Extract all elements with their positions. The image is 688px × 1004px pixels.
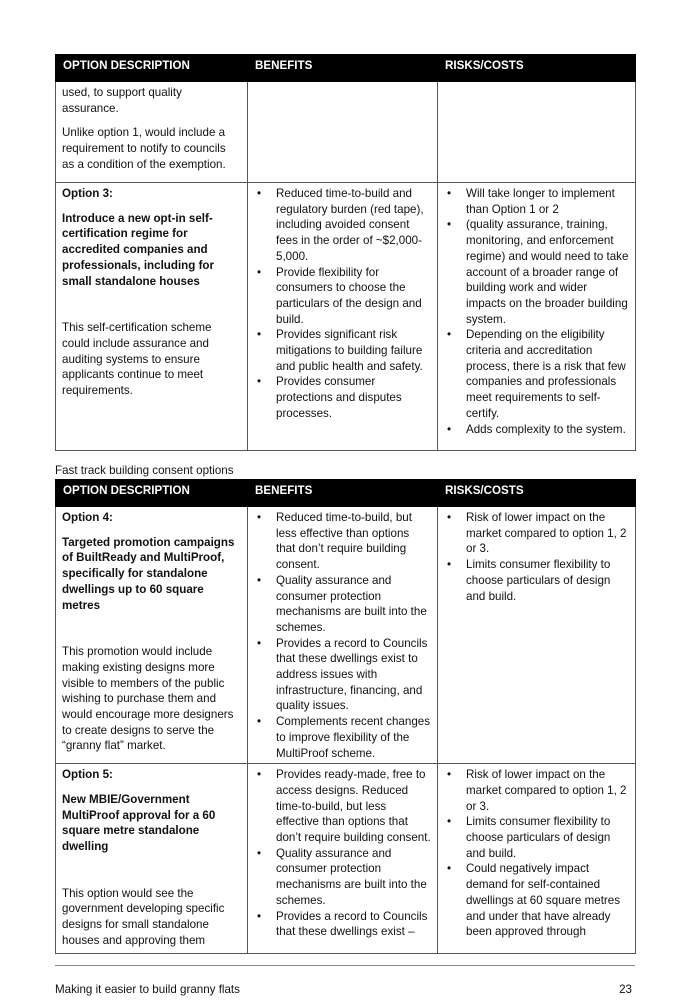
bullet: • bbox=[257, 375, 262, 389]
table-caption: Fast track building consent options bbox=[55, 464, 234, 477]
list-item: • Provides a record to Councils that these dwellings exist – bbox=[257, 909, 428, 939]
list-item: • Risk of lower impact on the market compared to option 1, 2 or 3. bbox=[447, 768, 627, 813]
table-header-row bbox=[56, 480, 636, 507]
table-row-option-5 bbox=[56, 764, 636, 954]
header-option-description: OPTION DESCRIPTION bbox=[56, 55, 248, 82]
option-3-risks-list bbox=[444, 186, 629, 437]
bullet: • bbox=[447, 422, 452, 436]
option-3-label: Option 3: bbox=[62, 187, 113, 200]
continued-note: Unlike option 1, would include a requirement to notify to councils as a condition of the exemption. bbox=[62, 126, 226, 171]
list-item: • Quality assurance and consumer protection mechanisms are built into the schemes. bbox=[257, 846, 427, 907]
page-number: 23 bbox=[619, 983, 632, 996]
bullet: • bbox=[257, 511, 262, 524]
option-4-title: Targeted promotion campaigns of BuiltReady and MultiProof, specifically for standalone dwellings up to 60 square metres bbox=[62, 535, 235, 612]
option-3-title: Introduce a new opt-in self-certification regime for accredited companies and professionals, including for small standalone houses bbox=[62, 211, 215, 288]
option-5-risks-list bbox=[444, 767, 629, 940]
list-item: • Provides consumer protections and disputes processes. bbox=[257, 375, 402, 420]
bullet: • bbox=[447, 558, 452, 572]
list-item: • Adds complexity to the system. bbox=[447, 422, 626, 436]
bullet: • bbox=[257, 909, 262, 923]
option-3-description-cell bbox=[56, 183, 248, 451]
options-table-2 bbox=[55, 479, 636, 954]
option-4-label: Option 4: bbox=[62, 511, 113, 524]
option-4-benefits-cell bbox=[248, 507, 438, 764]
bullet: • bbox=[257, 715, 262, 729]
options-table-1 bbox=[55, 54, 636, 451]
list-item: • Reduced time-to-build and regulatory burden (red tape), including avoided consent fees in the order of ~$2,000-5,000. bbox=[257, 187, 424, 263]
list-item: • (quality assurance, training, monitoring, and enforcement regime) and would need to take account of a broader range of building work and wider impacts on the broader building system. bbox=[447, 218, 629, 326]
option-3-risks-cell bbox=[438, 183, 636, 451]
list-item: • Complements recent changes to improve flexibility of the MultiProof scheme. bbox=[257, 715, 431, 760]
bullet: • bbox=[257, 636, 262, 650]
option-4-risks-list bbox=[444, 510, 629, 604]
table-row-option-4 bbox=[56, 507, 636, 764]
option-4-description-cell bbox=[56, 507, 248, 764]
option-5-title: New MBIE/Government MultiProof approval for a 60 square metre standalone dwelling bbox=[62, 792, 216, 854]
option-5-benefits-list bbox=[254, 767, 431, 940]
list-item: • Provides significant risk mitigations to building failure and public health and safety. bbox=[257, 328, 423, 373]
option-4-risks-cell bbox=[438, 507, 636, 764]
option-3-description: This self-certification scheme could include assurance and auditing systems to ensure applicants continue to meet requirements. bbox=[62, 321, 212, 398]
header-risks-costs: RISKS/COSTS bbox=[438, 55, 636, 82]
list-item: • Reduced time-to-build, but less effective than options that don’t require building consent. bbox=[257, 511, 412, 572]
option-3-benefits-cell bbox=[248, 183, 438, 451]
bullet: • bbox=[447, 511, 452, 524]
table-row-option-3 bbox=[56, 183, 636, 451]
continued-description-cell bbox=[56, 82, 248, 183]
list-item: • Limits consumer flexibility to choose particulars of design and build. bbox=[447, 558, 611, 603]
continued-benefits-cell bbox=[248, 82, 438, 183]
list-item: • Risk of lower impact on the market compared to option 1, 2 or 3. bbox=[447, 511, 627, 556]
option-4-benefits-list bbox=[254, 510, 431, 761]
table-row bbox=[56, 82, 636, 183]
option-3-benefits-list bbox=[254, 186, 431, 422]
continued-risks-cell bbox=[438, 82, 636, 183]
bullet: • bbox=[447, 218, 452, 232]
option-5-description-cell bbox=[56, 764, 248, 954]
bullet: • bbox=[257, 187, 262, 200]
option-5-benefits-cell bbox=[248, 764, 438, 954]
continued-text: used, to support quality assurance. bbox=[62, 86, 182, 115]
header-benefits: BENEFITS bbox=[248, 480, 438, 507]
footer-divider bbox=[55, 965, 635, 966]
footer-title: Making it easier to build granny flats bbox=[55, 983, 240, 996]
bullet: • bbox=[257, 265, 262, 279]
list-item: • Will take longer to implement than Option 1 or 2 bbox=[447, 187, 615, 216]
bullet: • bbox=[257, 328, 262, 342]
list-item: • Provide flexibility for consumers to choose the particulars of the design and build. bbox=[257, 265, 422, 326]
header-option-description: OPTION DESCRIPTION bbox=[56, 480, 248, 507]
list-item: • Could negatively impact demand for self-contained dwellings at 60 square metres and under that have already been approved through bbox=[447, 862, 621, 939]
header-benefits: BENEFITS bbox=[248, 55, 438, 82]
list-item: • Quality assurance and consumer protection mechanisms are built into the schemes. bbox=[257, 573, 427, 634]
list-item: • Depending on the eligibility criteria and accreditation process, there is a risk that few companies and professionals meet requirements to self-certify. bbox=[447, 328, 626, 420]
option-5-risks-cell bbox=[438, 764, 636, 954]
bullet: • bbox=[447, 768, 452, 782]
option-5-description: This option would see the government developing specific designs for small standalone houses and approving them bbox=[62, 886, 225, 947]
option-4-description: This promotion would include making existing designs more visible to members of the public wishing to purchase them and would encourage more designers to create designs to serve the “granny flat” market. bbox=[62, 645, 234, 753]
list-item: • Provides a record to Councils that these dwellings exist to address issues with infrastructure, financing, and quality issues. bbox=[257, 636, 428, 713]
bullet: • bbox=[257, 573, 262, 587]
table-header-row bbox=[56, 55, 636, 82]
option-5-label: Option 5: bbox=[62, 768, 113, 782]
bullet: • bbox=[447, 187, 452, 200]
bullet: • bbox=[257, 768, 262, 782]
list-item: • Provides ready-made, free to access designs. Reduced time-to-build, but less effective than options that don’t require building consent. bbox=[257, 768, 431, 845]
bullet: • bbox=[257, 846, 262, 860]
bullet: • bbox=[447, 815, 452, 829]
header-risks-costs: RISKS/COSTS bbox=[438, 480, 636, 507]
list-item: • Limits consumer flexibility to choose particulars of design and build. bbox=[447, 815, 611, 860]
bullet: • bbox=[447, 328, 452, 342]
bullet: • bbox=[447, 862, 452, 876]
